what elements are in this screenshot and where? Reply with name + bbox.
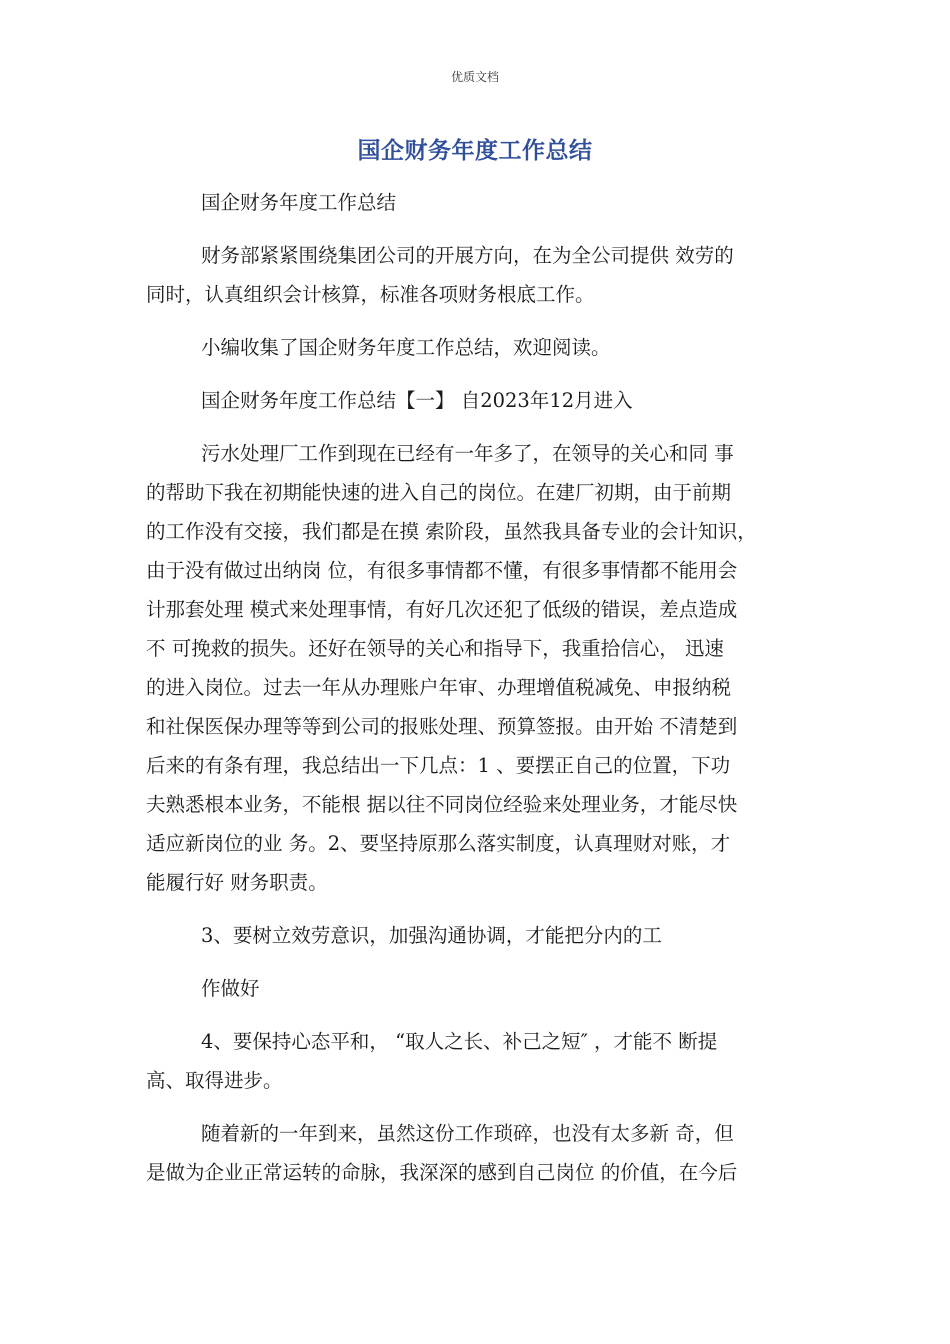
paragraph	[146, 969, 810, 1008]
text-line: 同时，认真组织会计核算，标准各项财务根底工作。	[146, 283, 595, 306]
document-body	[146, 183, 810, 1206]
text-line: 能履行好 财务职责。	[146, 871, 328, 894]
text-line: 随着新的一年到来，虽然这份工作琐碎，也没有太多新 奇，但	[201, 1122, 734, 1145]
text-line: 适应新岗位的业 务。2、要坚持原那么落实制度，认真理财对账，才	[146, 832, 731, 855]
paragraph	[146, 381, 810, 420]
text-line: 和社保医保办理等等到公司的报账处理、预算签报。由开始 不清楚到	[146, 715, 738, 738]
text-line: 由于没有做过出纳岗 位，有很多事情都不懂，有很多事情都不能用会	[146, 559, 738, 582]
text-line: 财务部紧紧围绕集团公司的开展方向，在为全公司提供 效劳的	[201, 244, 734, 267]
text-line: 是做为企业正常运转的命脉，我深深的感到自己岗位 的价值，在今后	[146, 1161, 738, 1184]
text-line: 不 可挽救的损失。还好在领导的关心和指导下，我重拾信心， 迅速	[146, 637, 724, 660]
paragraph	[146, 434, 810, 902]
text-line: 夫熟悉根本业务，不能根 据以往不同岗位经验来处理业务，才能尽快	[146, 793, 738, 816]
text-line: 后来的有条有理，我总结出一下几点：1 、要摆正自己的位置，下功	[146, 754, 731, 777]
text-line: 作做好	[201, 977, 260, 1000]
paragraph	[146, 183, 810, 222]
paragraph	[146, 328, 810, 367]
text-line: 4、要保持心态平和， “取人之长、补己之短″ ，才能不 断提	[201, 1030, 718, 1053]
text-line: 国企财务年度工作总结	[201, 191, 397, 214]
header-label: 优质文档	[450, 70, 499, 84]
paragraph	[146, 236, 810, 314]
text-line: 3、要树立效劳意识，加强沟通协调，才能把分内的工	[201, 924, 662, 947]
text-line: 的帮助下我在初期能快速的进入自己的岗位。在建厂初期，由于前期	[146, 481, 732, 504]
paragraph	[146, 916, 810, 955]
paragraph	[146, 1022, 810, 1100]
text-line: 的工作没有交接，我们都是在摸 索阶段，虽然我具备专业的会计知识，	[146, 520, 757, 543]
text-line: 的进入岗位。过去一年从办理账户年审、办理增值税减免、申报纳税	[146, 676, 732, 699]
text-line: 计那套处理 模式来处理事情，有好几次还犯了低级的错误，差点造成	[146, 598, 738, 621]
text-line: 污水处理厂工作到现在已经有一年多了，在领导的关心和同 事	[201, 442, 734, 465]
text-line: 高、取得进步。	[146, 1069, 283, 1092]
document-title: 国企财务年度工作总结	[357, 137, 593, 164]
text-line: 小编收集了国企财务年度工作总结，欢迎阅读。	[201, 336, 611, 359]
text-line: 国企财务年度工作总结【一】 自2023年12月进入	[201, 389, 633, 412]
paragraph	[146, 1114, 810, 1192]
